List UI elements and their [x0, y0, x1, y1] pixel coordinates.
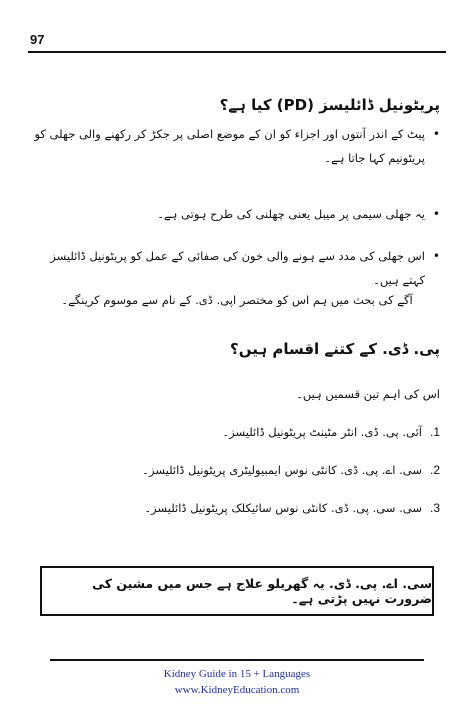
list-item-capd: [34, 458, 440, 482]
bullet-icon: •: [432, 127, 440, 141]
bullet-item: [34, 244, 440, 292]
section-heading-pd-types: پی. ڈی. کے کتنے اقسام ہیں؟: [230, 340, 440, 358]
list-item-text: سی. سی. پی. ڈی. کانٹی نوس سائیکلک پریٹونیل ڈائلیسز۔: [144, 501, 422, 515]
list-item-ipd: [34, 420, 440, 444]
list-number: .2: [429, 463, 440, 477]
list-number: .1: [429, 425, 440, 439]
footer-divider: [50, 659, 424, 661]
list-item-ccpd: [34, 496, 440, 520]
highlighted-note-text: سی. اے. پی. ڈی. یہ گھریلو علاج ہے جس میں مشین کی ضرورت نہیں پڑتی ہے۔: [92, 576, 432, 606]
top-divider: [28, 51, 446, 53]
highlighted-note-box: [40, 566, 434, 616]
list-item-text: آئی. پی. ڈی. انٹر مٹینٹ پریٹونیل ڈائلیسز۔: [222, 425, 422, 439]
bullet-text-line: یہ جھلی سیمی پر میبل یعنی چھلنی کی طرح ہوتی ہے۔: [157, 207, 425, 221]
abbreviation-note: آگے کی بحث میں ہم اس کو مختصر اپی. ڈی. کے نام سے موسوم کرینگے۔: [61, 293, 413, 307]
bullet-text-line: اس جھلی کی مدد سے ہونے والی خون کی صفائی کے عمل کو پریٹونیل ڈائلیسز کہتے ہیں۔: [50, 249, 425, 287]
types-intro: اس کی اہم تین قسمیں ہیں۔: [296, 387, 440, 401]
list-number: .3: [429, 501, 440, 515]
footer-title: Kidney Guide in 15 + Languages: [163, 668, 311, 680]
bullet-icon: •: [432, 207, 440, 221]
bullet-item: [34, 202, 440, 226]
footer-website-link[interactable]: www.KidneyEducation.com: [174, 684, 300, 696]
bullet-item: [34, 122, 440, 170]
page-number: 97: [30, 32, 45, 47]
list-item-text: سی. اے. پی. ڈی. کانٹی نوس ایمبیولیٹری پریٹونیل ڈائلیسز۔: [142, 463, 422, 477]
section-heading-what-is-pd: پریٹونیل ڈائلیسز (PD) کیا ہے؟: [219, 96, 440, 114]
bullet-icon: •: [432, 249, 440, 263]
bullet-text-line: پریٹونیم کہا جاتا ہے۔: [324, 151, 425, 165]
bullet-text-line: پیٹ کے اندر آنتوں اور اجزاء کو ان کے موضع اصلی پر جکڑ کر رکھنے والی جھلی کو: [34, 127, 425, 141]
